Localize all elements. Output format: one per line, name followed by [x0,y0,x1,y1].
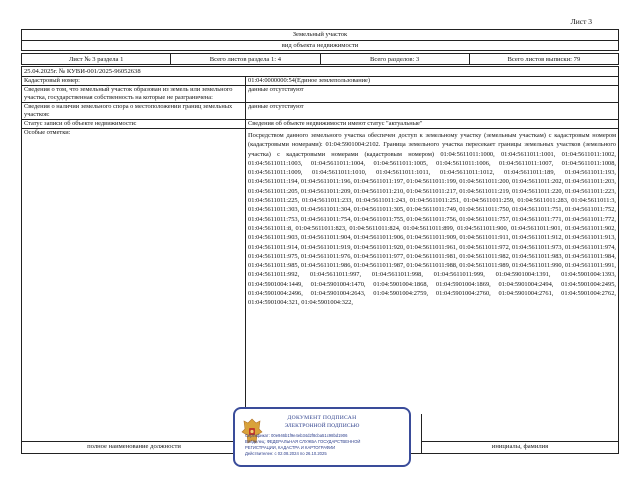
stamp-line1: ДОКУМЕНТ ПОДПИСАН [287,415,357,421]
stamp-owner: Владелец: ФЕДЕРАЛЬНАЯ СЛУЖБА ГОСУДАРСТВЕННОЙ [245,439,361,444]
sheet-info-row [21,53,619,65]
notes-row [22,129,618,414]
stamp-owner2: РЕГИСТРАЦИИ, КАДАСТРА И КАРТОГРАФИИ [245,445,336,450]
sheet-number: Лист 3 [570,17,592,26]
sheet-info-total-sections: Всего разделов: 3 [321,54,470,64]
status-label: Статус записи об объекте недвижимости: [22,120,246,128]
cadastral-value: 01:04:0000000:54(Единое землепользование) [248,77,371,84]
name-cell [422,414,618,453]
sheet-info-total-extract: Всего листов выписки: 79 [507,56,581,63]
status-value: Сведения об объекте недвижимости имеют статус "актуальные" [248,120,423,127]
formed-label: Сведения о том, что земельный участок образован из земель или земельного участка, государственная собственность на которые не разграничена: [22,86,246,102]
cadastral-row [22,77,618,86]
object-subtitle: вид объекта недвижимости [281,41,359,49]
object-header [21,29,619,51]
status-row [22,120,618,129]
stamp-certificate: Сертификат: 00e946b1f9e4eb34d2f8cba51c98bd1906 [245,433,348,438]
stamp-valid: Действителен: с 02.08.2024 по 26.10.2025 [245,451,327,456]
sheet-info-total-section: Всего листов раздела 1: 4 [171,54,320,64]
notes-label: Особые отметки: [22,129,246,414]
object-title: Земельный участок [22,30,618,41]
electronic-signature-stamp [233,407,411,467]
sheet-info-sheet: Лист № 3 раздела 1 [22,54,171,64]
dispute-value: данные отсутствуют [248,103,304,110]
main-table [21,66,619,414]
formed-value: данные отсутствуют [248,86,304,93]
doc-ref-row [22,67,618,77]
stamp-info [245,433,405,457]
cadastral-label: Кадастровый номер: [22,77,246,85]
dispute-row [22,103,618,120]
formed-row [22,86,618,103]
stamp-line2: ЭЛЕКТРОННОЙ ПОДПИСЬЮ [284,423,360,429]
name-label: инициалы, фамилия [422,441,618,450]
dispute-label: Сведения о наличии земельного спора о местоположении границ земельных участков: [22,103,246,119]
notes-value: Посредством данного земельного участка обеспечен доступ к земельному участку (земельным участкам) с кадастровым номером (кадастровыми номерами): 01:04:5901004:2102. Граница земельного участка пересекает границы земельных участков (земельного участка) с кадастровыми номерами (кадастровым номером) 01:04:5611011:1000, 01:04:5611011:1001, 01:04:5611011:1002, 01:04:5611011:1003, 01:04:5611011:1004, 01:04:5611011:1005, 01:04:5611011:1006, 01:04:5611011:1007, 01:04:5611011:1008, 01:04:5611011:1009, 01:04:5611011:1010, 01:04:5611011:1011, 01:04:5611011:1012, 01:04:5611011:189, 01:04:5611011:193, 01:04:5611011:194, 01:04:5611011:196, 01:04:5611011:197, 01:04:5611011:199, 01:04:5611011:200, 01:04:5611011:202, 01:04:5611011:203, 01:04:5611011:205, 01:04:5611011:209, 01:04:5611011:210, 01:04:5611011:217, 01:04:5611011:219, 01:04:5611011:220, 01:04:5611011:223, 01:04:5611011:225, 01:04:5611011:233, 01:04:5611011:243, 01:04:5611011:251, 01:04:5611011:259, 01:04:5611011:283, 01:04:5611011:3, 01:04:5611011:303, 01:04:5611011:304, 01:04:5611011:305, 01:04:5611011:749, 01:04:5611011:750, 01:04:5611011:751, 01:04:5611011:752, 01:04:5611011:753, 01:04:5611011:754, 01:04:5611011:755, 01:04:5611011:756, 01:04:5611011:757, 01:04:5611011:771, 01:04:5611011:772, 01:04:5611011:8, 01:04:5611011:823, 01:04:5611011:824, 01:04:5611011:899, 01:04:5611011:900, 01:04:5611011:901, 01:04:5611011:902, 01:04:5611011:903, 01:04:5611011:904, 01:04:5611011:906, 01:04:5611011:909, 01:04:5611011:911, 01:04:5611011:912, 01:04:5611011:913, 01:04:5611011:914, 01:04:5611011:919, 01:04:5611011:920, 01:04:5611011:961, 01:04:5611011:972, 01:04:5611011:973, 01:04:5611011:974, 01:04:5611011:975, 01:04:5611011:976, 01:04:5611011:977, 01:04:5611011:981, 01:04:5611011:982, 01:04:5611011:983, 01:04:5611011:984, 01:04:5611011:985, 01:04:5611011:986, 01:04:5611011:987, 01:04:5611011:988, 01:04:5611011:989, 01:04:5611011:990, 01:04:5611011:991, 01:04:5611011:992, 01:04:5611011:997, 01:04:5611011:998, 01:04:5611011:999, 01:04:5901004:1391, 01:04:5901004:1393, 01:04:5901004:1449, 01:04:5901004:1470, 01:04:5901004:1868, 01:04:5901004:1869, 01:04:5901004:2494, 01:04:5901004:2495, 01:04:5901004:2496, 01:04:5901004:2643, 01:04:5901004:2759, 01:04:5901004:2760, 01:04:5901004:2761, 01:04:5901004:2762, 01:04:5901004:321, 01:04:5901004:322, [248,132,616,307]
position-cell [22,414,247,453]
position-label: полное наименование должности [22,441,246,450]
doc-ref: 25.04.2025г. № КУВИ-001/2025-96052638 [24,68,141,75]
